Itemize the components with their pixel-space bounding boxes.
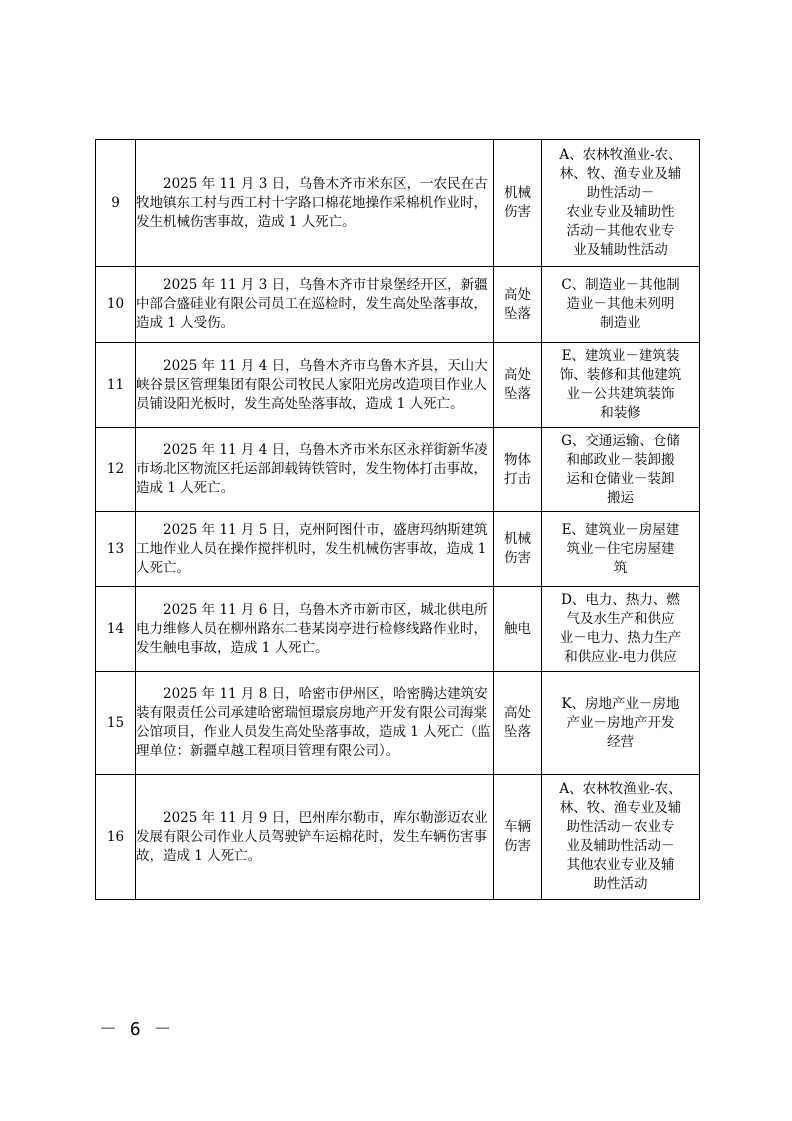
industry-line: 业－公共建筑装饰 xyxy=(566,386,675,402)
table-row xyxy=(96,587,700,672)
industry-line: 林、牧、渔专业及辅 xyxy=(559,800,682,816)
accident-type-line: 物体 xyxy=(504,451,531,468)
accident-type xyxy=(494,343,542,428)
accident-type-line: 高处 xyxy=(504,705,531,721)
industry-line: 运和仓储业－装卸 xyxy=(566,470,675,487)
industry-line: 和邮政业－装卸搬 xyxy=(566,451,675,468)
row-number: 9 xyxy=(96,140,136,267)
accident-type-line: 高处 xyxy=(504,286,531,303)
industry-line: K、房地产业－房地 xyxy=(561,695,680,712)
accident-type xyxy=(494,140,542,267)
accident-type-line: 高处 xyxy=(504,367,531,383)
industry-line: 经营 xyxy=(607,733,634,750)
incident-description: 2025 年 11 月 6 日，乌鲁木齐市新市区，城北供电所电力维修人员在柳州路东二巷某岗亭进行检修线路作业时，发生触电事故，造成 1 人死亡。 xyxy=(136,587,494,672)
table-row xyxy=(96,672,700,775)
industry-category xyxy=(542,587,700,672)
accident-type xyxy=(494,775,542,900)
industry-line: 筑 xyxy=(613,559,628,576)
industry-line: 搬运 xyxy=(607,489,634,506)
industry-category xyxy=(542,428,700,512)
accident-type xyxy=(494,512,542,587)
industry-line: 和供应业-电力供应 xyxy=(564,649,677,665)
industry-line: G、交通运输、仓储 xyxy=(561,432,680,449)
accident-type-line: 坠落 xyxy=(504,724,531,740)
accident-type-line: 伤害 xyxy=(504,550,531,566)
industry-line: E、建筑业－建筑装 xyxy=(561,348,680,364)
table-row xyxy=(96,140,700,267)
table-row xyxy=(96,343,700,428)
industry-line: C、制造业－其他制 xyxy=(561,277,680,293)
industry-line: 助性活动 xyxy=(593,876,648,892)
incident-description: 2025 年 11 月 4 日，乌鲁木齐市米东区永祥街新华凌市场北区物流区托运部卸载铸铁管时，发生物体打击事故，造成 1 人死亡。 xyxy=(136,428,494,512)
table-row xyxy=(96,267,700,343)
accident-type-line: 机械 xyxy=(504,531,531,547)
industry-line: 业及辅助性活动－ xyxy=(566,838,675,854)
table-row xyxy=(96,512,700,587)
industry-line: D、电力、热力、燃 xyxy=(561,592,680,608)
accident-type-line: 车辆 xyxy=(504,819,531,835)
industry-line: 活动－其他农业专 xyxy=(566,223,675,239)
accident-type-line: 坠落 xyxy=(504,305,531,322)
industry-category xyxy=(542,343,700,428)
incident-description: 2025 年 11 月 4 日，乌鲁木齐市乌鲁木齐县，天山大峡谷景区管理集团有限公司牧民人家阳光房改造项目作业人员铺设阳光板时，发生高处坠落事故，造成 1 人死亡。 xyxy=(136,343,494,428)
accident-type xyxy=(494,587,542,672)
industry-line: 筑业－住宅房屋建 xyxy=(566,540,675,557)
row-number: 10 xyxy=(96,267,136,343)
accident-type xyxy=(494,428,542,512)
row-number: 16 xyxy=(96,775,136,900)
industry-line: E、建筑业－房屋建 xyxy=(561,521,680,538)
row-number: 11 xyxy=(96,343,136,428)
industry-line: 林、牧、渔专业及辅 xyxy=(559,166,682,182)
industry-line: A、农林牧渔业-农、 xyxy=(559,147,682,163)
industry-line: 其他农业专业及辅 xyxy=(566,857,675,873)
accident-type xyxy=(494,267,542,343)
industry-category xyxy=(542,140,700,267)
table-row xyxy=(96,775,700,900)
industry-line: 农业专业及辅助性 xyxy=(566,204,675,220)
industry-category xyxy=(542,267,700,343)
incident-description: 2025 年 11 月 3 日，乌鲁木齐市米东区，一农民在古牧地镇东工村与西工村十字路口棉花地操作采棉机作业时，发生机械伤害事故，造成 1 人死亡。 xyxy=(136,140,494,267)
incident-description: 2025 年 11 月 9 日，巴州库尔勒市，库尔勒澎迈农业发展有限公司作业人员驾驶铲车运棉花时，发生车辆伤害事故，造成 1 人死亡。 xyxy=(136,775,494,900)
incident-table xyxy=(95,139,700,900)
accident-type-line: 机械 xyxy=(504,185,531,201)
industry-line: 饰、装修和其他建筑 xyxy=(559,367,682,383)
accident-type xyxy=(494,672,542,775)
accident-type-line: 坠落 xyxy=(504,386,531,402)
row-number: 14 xyxy=(96,587,136,672)
accident-type-line: 伤害 xyxy=(504,204,531,220)
industry-line: 气及水生产和供应 xyxy=(566,611,675,627)
industry-line: 助性活动－ xyxy=(586,185,655,201)
incident-table-body xyxy=(96,140,700,900)
table-row xyxy=(96,428,700,512)
industry-line: 业及辅助性活动 xyxy=(573,242,668,258)
industry-category xyxy=(542,512,700,587)
industry-line: 制造业 xyxy=(600,315,641,331)
industry-line: 产业－房地产开发 xyxy=(566,714,675,731)
accident-type-line: 触电 xyxy=(504,620,531,637)
industry-line: 业－电力、热力生产 xyxy=(559,630,682,646)
incident-description: 2025 年 11 月 3 日，乌鲁木齐市甘泉堡经开区，新疆中部合盛硅业有限公司员工在巡检时，发生高处坠落事故，造成 1 人受伤。 xyxy=(136,267,494,343)
industry-line: A、农林牧渔业-农、 xyxy=(559,781,682,797)
incident-description: 2025 年 11 月 5 日，克州阿图什市，盛唐玛纳斯建筑工地作业人员在操作搅拌机时，发生机械伤害事故，造成 1 人死亡。 xyxy=(136,512,494,587)
industry-line: 助性活动－农业专 xyxy=(566,819,675,835)
industry-category xyxy=(542,672,700,775)
page-number: － 6 － xyxy=(99,1019,173,1040)
row-number: 13 xyxy=(96,512,136,587)
industry-line: 和装修 xyxy=(600,405,641,421)
industry-category xyxy=(542,775,700,900)
incident-description: 2025 年 11 月 8 日，哈密市伊州区，哈密腾达建筑安装有限责任公司承建哈密瑞恒璟宸房地产开发有限公司海棠公馆项目，作业人员发生高处坠落事故，造成 1 人死亡（监理单位：新疆卓越工程项目管理有限公司）。 xyxy=(136,672,494,775)
accident-type-line: 伤害 xyxy=(504,838,531,854)
row-number: 12 xyxy=(96,428,136,512)
accident-type-line: 打击 xyxy=(504,470,531,487)
industry-line: 造业－其他未列明 xyxy=(566,296,675,312)
row-number: 15 xyxy=(96,672,136,775)
